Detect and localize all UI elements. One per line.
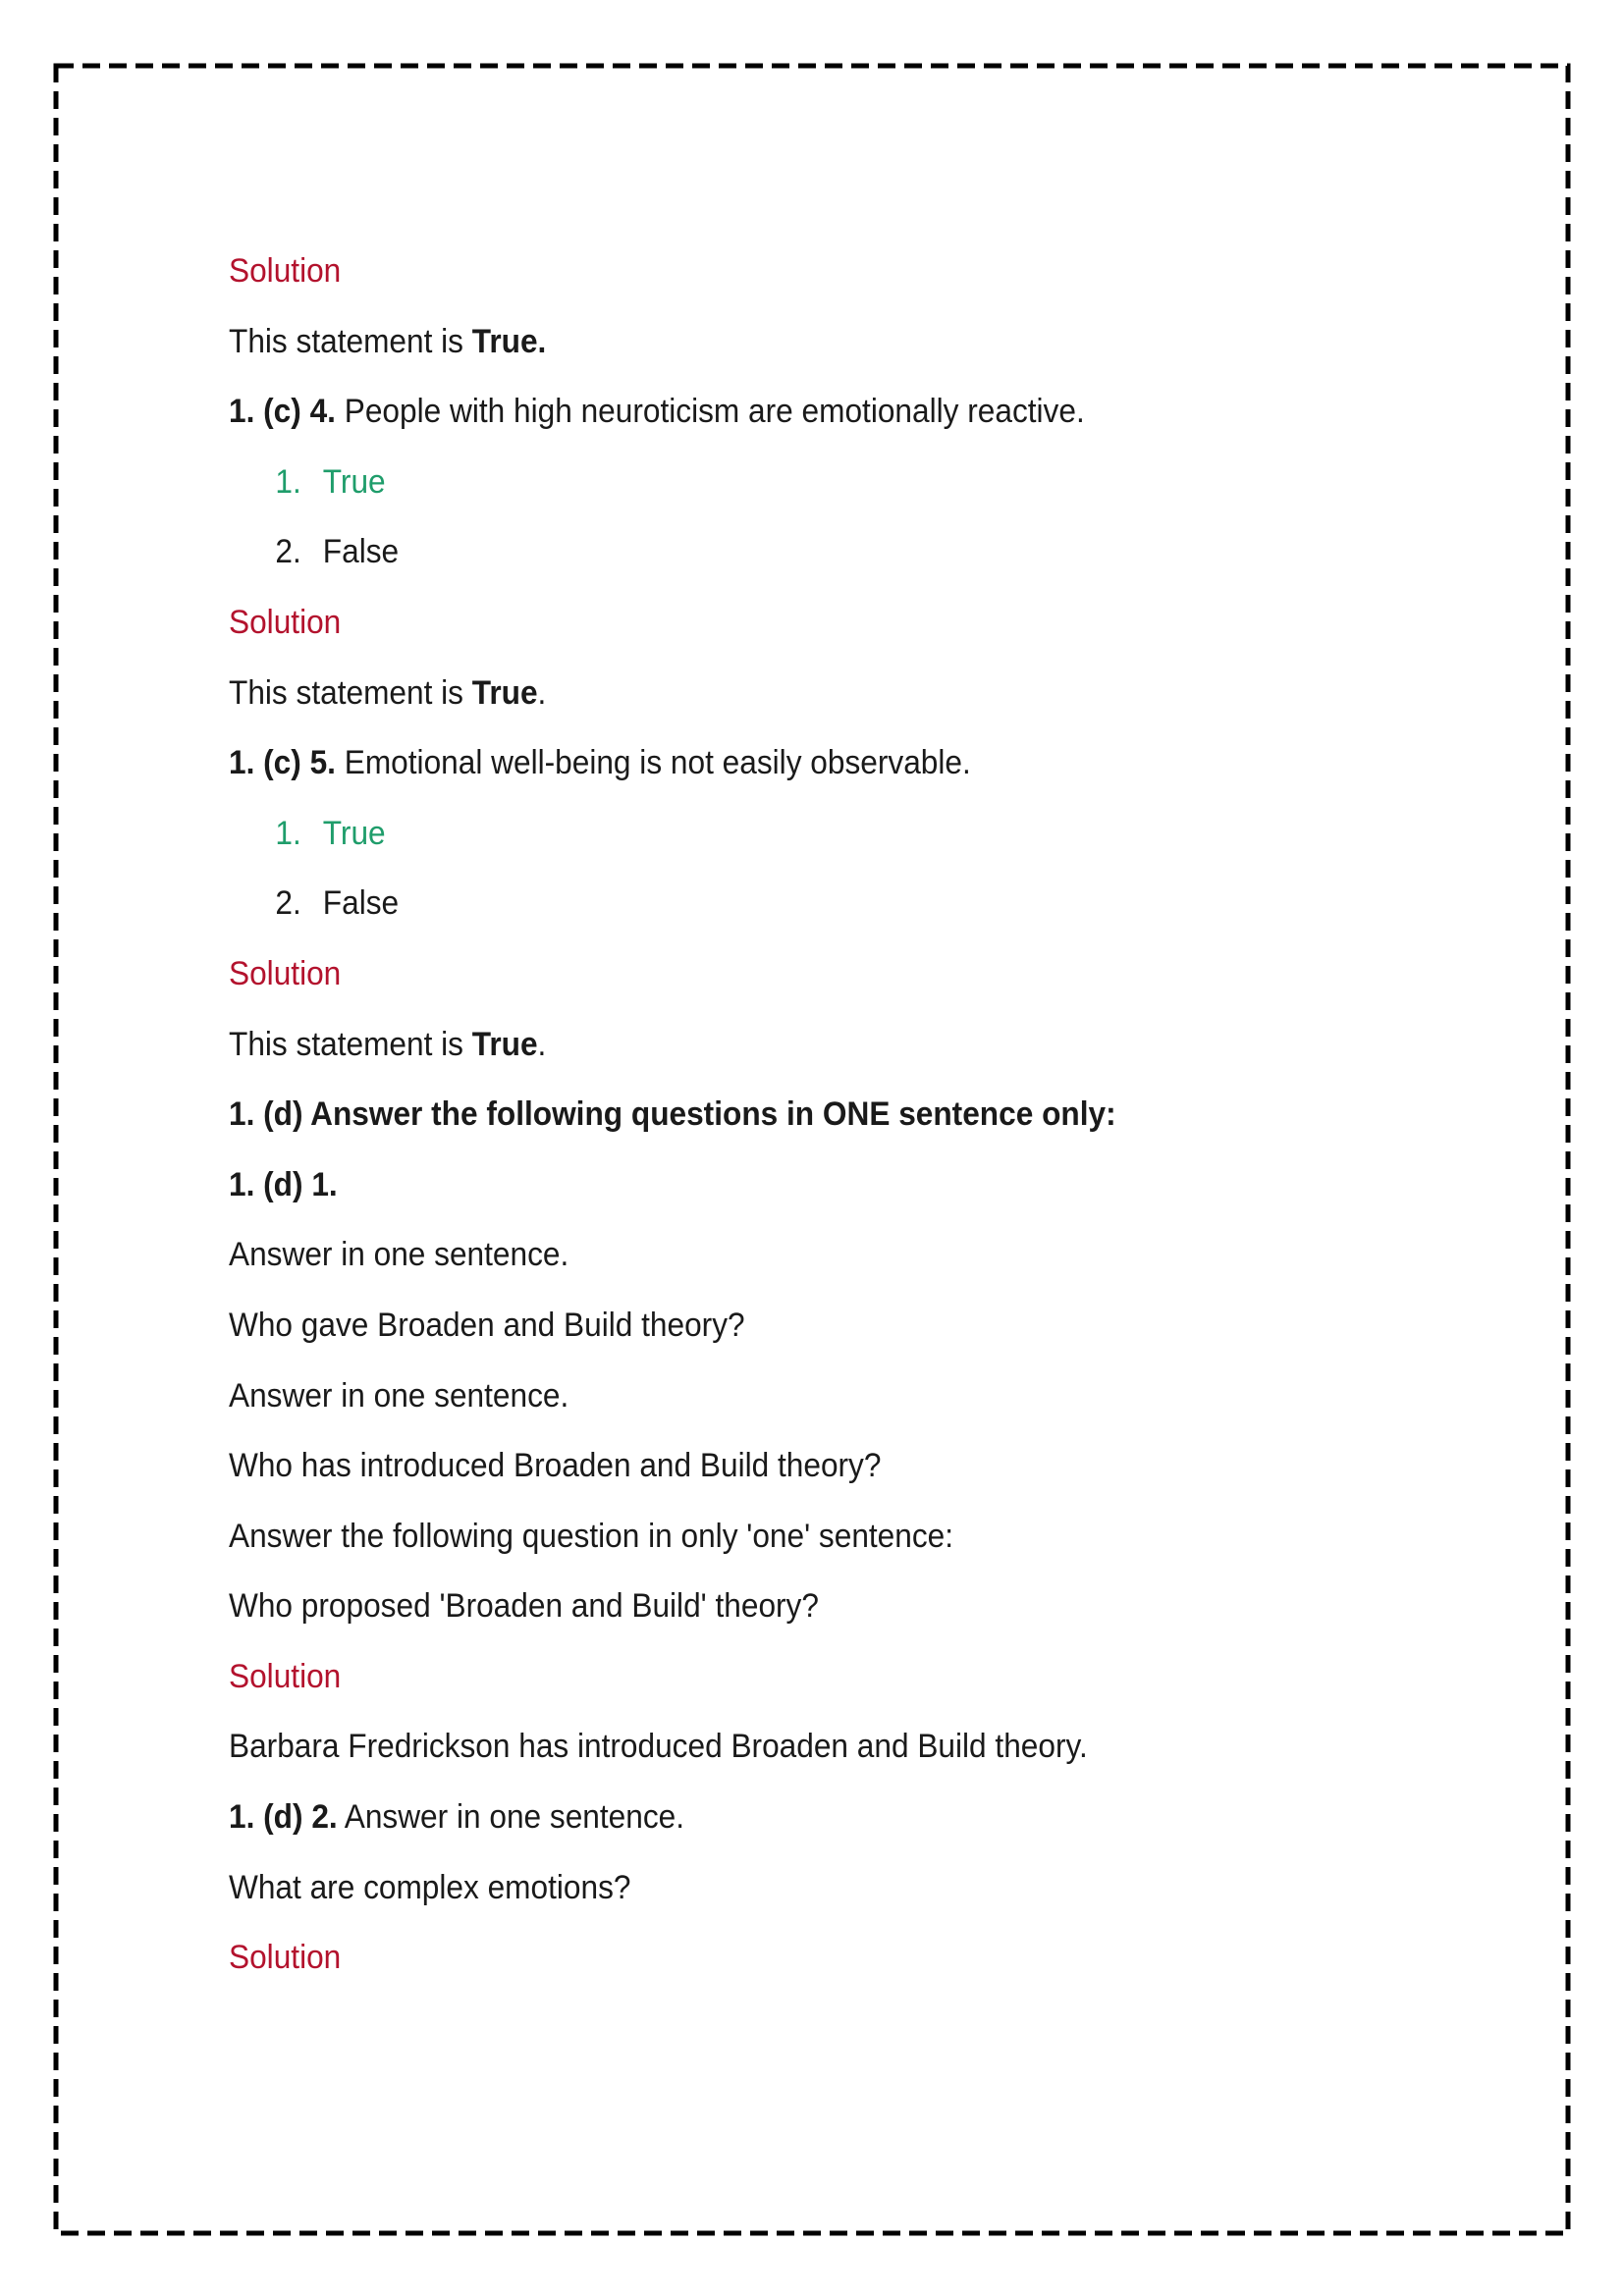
question-c4: 1. (c) 4. People with high neuroticism are emotionally reactive. [229,393,1085,431]
solution-heading: Solution [229,1939,342,1977]
question-text: Answer in one sentence. [229,1236,569,1274]
section-heading-d: 1. (d) Answer the following questions in ONE sentence only: [229,1095,1116,1134]
solution-heading: Solution [229,1657,342,1695]
solution-heading: Solution [229,603,342,641]
solution-text: This statement is True. [229,673,547,712]
sub-heading-d1: 1. (d) 1. [229,1165,338,1203]
question-text: What are complex emotions? [229,1868,631,1906]
question-number: 1. (d) 2. [229,1798,338,1837]
option-false: 2. False [275,884,400,923]
question-text: Answer the following question in only 'one' sentence: [229,1517,954,1555]
solution-text: This statement is True. [229,322,547,360]
question-d2: 1. (d) 2. Answer in one sentence. [229,1798,685,1837]
solution-answer: Barbara Fredrickson has introduced Broaden and Build theory. [229,1728,1088,1766]
question-text: Who gave Broaden and Build theory? [229,1306,745,1344]
document-body [229,237,1416,1994]
question-number: 1. (c) 4. [229,393,336,431]
option-false: 2. False [275,533,400,571]
question-text: Who has introduced Broaden and Build theory? [229,1447,882,1485]
option-true-correct: 1. True [275,814,386,852]
question-number: 1. (c) 5. [229,744,336,782]
question-text: Who proposed 'Broaden and Build' theory? [229,1587,819,1626]
solution-heading: Solution [229,252,342,290]
solution-text: This statement is True. [229,1025,547,1063]
option-true-correct: 1. True [275,462,386,501]
question-c5: 1. (c) 5. Emotional well-being is not easily observable. [229,744,971,782]
solution-heading: Solution [229,954,342,992]
question-text: Answer in one sentence. [229,1376,569,1415]
